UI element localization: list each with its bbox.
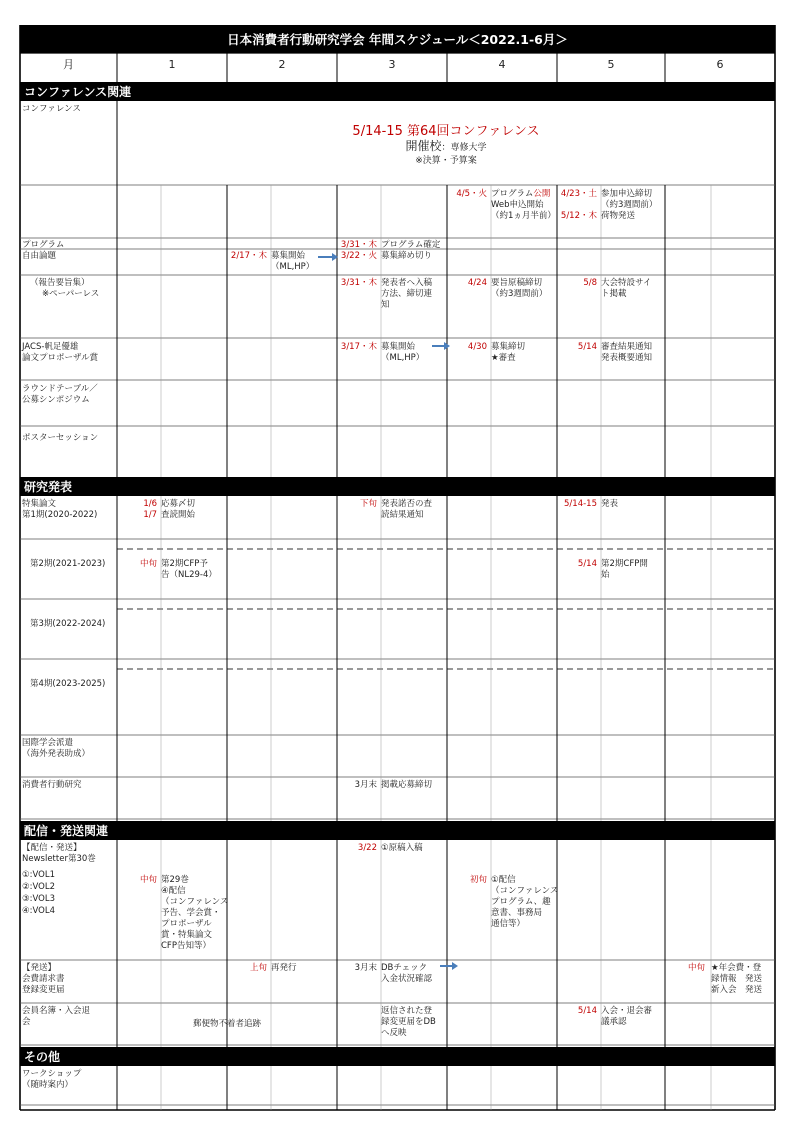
entry-special-review: 査読開始 — [161, 510, 196, 520]
entry-roster-db-2: 録変更届をDB — [381, 1017, 436, 1027]
section-other: その他 — [24, 1050, 61, 1064]
label-symposium: 公募シンポジウム — [22, 395, 90, 405]
entry-roster-approve-1: 入会・退会審 — [601, 1006, 653, 1016]
date-jacs-result: 5/14 — [577, 342, 597, 352]
label-fee-invoice: 会費請求書 — [22, 974, 65, 984]
label-vol4: ④:VOL4 — [22, 906, 55, 916]
date-program-fix: 3/31・木 — [340, 240, 377, 250]
date-p2-preview: 中旬 — [139, 559, 157, 569]
section-conference: コンファレンス関連 — [24, 85, 132, 99]
month-5: 5 — [607, 58, 615, 71]
date-special-review: 1/7 — [143, 510, 157, 520]
date-free-open: 2/17・木 — [230, 251, 267, 261]
entry-p2-cfp-2: 始 — [601, 570, 610, 580]
date-annual-ship: 中旬 — [687, 963, 705, 973]
entry-p2-preview-1: 第2期CFP予 — [161, 559, 208, 569]
date-db-check: 3月末 — [354, 963, 377, 973]
entry-program-fix: プログラム確定 — [381, 240, 441, 250]
label-vol3: ③:VOL3 — [22, 894, 55, 904]
entry-web-signup-note: （約1ヵ月半前） — [491, 211, 556, 221]
entry-nl-vol30-2: （コンファレンス — [491, 886, 559, 896]
entry-signup-deadline: 参加申込締切 — [601, 189, 653, 199]
entry-nl-vol30-4: 意書、事務局 — [491, 908, 543, 918]
label-period1: 第1期(2020-2022) — [22, 510, 98, 520]
section-bar-research — [20, 477, 775, 496]
label-intl-grant: （海外発表助成） — [22, 749, 91, 759]
label-shipping: 【発送】 — [22, 963, 57, 973]
entry-nl-draft: ①原稿入稿 — [381, 843, 423, 853]
date-author-notice: 3/31・木 — [340, 278, 377, 288]
label-delivery: 【配信・発送】 — [22, 843, 82, 853]
entry-nl-vol30-3: プログラム、趣 — [491, 897, 551, 907]
label-vol2: ②:VOL2 — [22, 882, 55, 892]
date-special-present: 5/14-15 — [564, 499, 597, 509]
label-free-topic: 自由論題 — [22, 251, 57, 261]
entry-annual-ship-2: 録情報 発送 — [711, 974, 763, 984]
section-bar-delivery — [20, 821, 775, 840]
entry-reissue: 再発行 — [271, 963, 297, 973]
label-report: （報告要旨集） — [30, 278, 90, 288]
date-signup-deadline: 4/23・土 — [560, 189, 597, 199]
date-nl-draft: 3/22 — [357, 843, 377, 853]
entry-free-open-channel: （ML,HP） — [271, 262, 315, 272]
venue-label: 開催校 — [405, 139, 442, 153]
label-vol1: ①:VOL1 — [22, 870, 55, 880]
label-workshop: ワークショップ — [22, 1069, 82, 1079]
section-delivery: 配信・発送関連 — [24, 824, 109, 838]
entry-nl-vol29-4: 予告、学会賞・ — [161, 908, 221, 918]
section-research: 研究発表 — [24, 480, 73, 494]
entry-nl-vol29-5: プロポーザル — [161, 919, 212, 929]
label-jacs: JACS-帆足優雄 — [22, 342, 79, 352]
date-shipping: 5/12・木 — [560, 211, 597, 221]
entry-db-check: DBチェック — [381, 963, 428, 973]
entry-site-post-1: 大会特設サイ — [601, 278, 652, 288]
entry-mail-tracking: 郵便物不着者追跡 — [192, 1019, 261, 1029]
month-header: 月 — [63, 58, 74, 71]
entry-jacs-close: 募集締切 — [491, 342, 526, 352]
month-3: 3 — [388, 58, 396, 71]
entry-author-notice-1: 発表者へ入稿 — [381, 278, 433, 288]
entry-special-deadline: 応募〆切 — [161, 499, 196, 509]
entry-nl-vol29-2: ④配信 — [161, 886, 186, 896]
entry-program-publish — [491, 189, 550, 200]
entry-special-result-2: 読結果通知 — [381, 510, 424, 520]
entry-web-signup: Web申込開始 — [491, 200, 544, 210]
entry-special-present: 発表 — [601, 499, 619, 509]
month-6: 6 — [716, 58, 724, 71]
label-workshop-2: （随時案内） — [22, 1080, 74, 1090]
entry-payment-check: 入金状況確認 — [381, 974, 433, 984]
entry-nl-vol29-6: 賞・特集論文 — [161, 930, 213, 940]
entry-author-notice-2: 方法、締切連 — [381, 289, 433, 299]
entry-jacs-review: ★審査 — [491, 353, 516, 363]
entry-jacs-open-channel: （ML,HP） — [381, 353, 425, 363]
label-newsletter: Newsletter第30巻 — [22, 854, 96, 864]
entry-shipping: 荷物発送 — [601, 211, 636, 221]
label-roundtable: ラウンドテーブル／ — [22, 384, 98, 394]
date-program-publish: 4/5・火 — [456, 189, 487, 199]
entry-abstract-deadline-note: （約3週間前） — [491, 289, 548, 299]
label-roster: 会員名簿・入会退 — [22, 1006, 91, 1016]
label-roster-2: 会 — [22, 1017, 31, 1027]
program-text: プログラム — [491, 189, 534, 199]
label-change-form: 登録変更届 — [22, 985, 65, 995]
label-intl: 国際学会派遣 — [22, 738, 74, 748]
label-paperless: ※ペーパーレス — [42, 289, 100, 299]
date-nl-vol29: 中旬 — [139, 875, 157, 885]
entry-annual-ship-1: ★年会費・登 — [711, 963, 762, 973]
label-program: プログラム — [22, 240, 65, 250]
arrow-head — [452, 962, 458, 970]
entry-nl-vol30-5: 通信等） — [491, 919, 526, 929]
entry-nl-vol29-3: （コンファレンス — [161, 897, 229, 907]
conference-venue — [117, 141, 775, 154]
entry-p2-preview-2: 告（NL29-4） — [161, 570, 217, 580]
label-journal: 消費者行動研究 — [22, 780, 82, 790]
venue-name: ：専修大学 — [441, 143, 487, 153]
label-special-paper: 特集論文 — [22, 499, 57, 509]
month-4: 4 — [498, 58, 506, 71]
publish-text: 公開 — [533, 189, 551, 199]
entry-p2-cfp-1: 第2期CFP開 — [601, 559, 648, 569]
entry-nl-vol30-1: ①配信 — [491, 875, 516, 885]
month-2: 2 — [278, 58, 286, 71]
entry-jacs-summary: 発表概要通知 — [601, 353, 653, 363]
date-nl-vol30: 初旬 — [469, 875, 487, 885]
entry-journal: 掲載応募締切 — [381, 780, 433, 790]
label-period4: 第4期(2023-2025) — [30, 679, 106, 689]
entry-free-close: 募集締め切り — [381, 251, 433, 261]
entry-nl-vol29-7: CFP告知等） — [161, 941, 211, 951]
entry-signup-deadline-note: （約3週間前） — [601, 200, 658, 210]
entry-abstract-deadline: 要旨原稿締切 — [491, 278, 543, 288]
date-roster-approve: 5/14 — [577, 1006, 597, 1016]
page-title: 日本消費者行動研究学会 年間スケジュール＜2022.1-6月＞ — [227, 32, 568, 47]
label-conference: コンファレンス — [22, 104, 81, 114]
month-1: 1 — [168, 58, 176, 71]
date-reissue: 上旬 — [249, 963, 267, 973]
section-bar-conference — [20, 82, 775, 101]
entry-jacs-result: 審査結果通知 — [601, 342, 653, 352]
date-jacs-close: 4/30 — [467, 342, 487, 352]
entry-free-open: 募集開始 — [271, 251, 306, 261]
label-period2: 第2期(2021-2023) — [30, 559, 106, 569]
date-p2-cfp: 5/14 — [577, 559, 597, 569]
entry-roster-db-3: へ反映 — [381, 1028, 407, 1038]
label-jacs-award: 論文プロポーザル賞 — [22, 353, 99, 363]
date-special-deadline: 1/6 — [143, 499, 157, 509]
entry-special-result-1: 発表諾否の査 — [381, 499, 433, 509]
entry-nl-vol29-1: 第29巻 — [161, 875, 189, 885]
label-period3: 第3期(2022-2024) — [30, 619, 106, 629]
entry-jacs-open: 募集開始 — [381, 342, 416, 352]
date-journal: 3月末 — [354, 780, 377, 790]
entry-author-notice-3: 知 — [381, 300, 390, 310]
section-bar-other — [20, 1047, 775, 1066]
entry-annual-ship-3: 新入会 発送 — [711, 985, 763, 995]
entry-roster-db-1: 返信された登 — [381, 1006, 433, 1016]
conference-note: ※決算・予算案 — [415, 156, 477, 166]
conference-title: 5/14-15 第64回コンファレンス — [352, 124, 540, 139]
entry-roster-approve-2: 議承認 — [601, 1017, 627, 1027]
date-free-close: 3/22・火 — [340, 251, 377, 261]
label-poster: ポスターセッション — [22, 433, 99, 443]
date-jacs-open: 3/17・木 — [340, 342, 377, 352]
date-special-result: 下旬 — [359, 499, 377, 509]
entry-site-post-2: ト掲載 — [601, 289, 627, 299]
date-site-post: 5/8 — [583, 278, 597, 288]
date-abstract-deadline: 4/24 — [467, 278, 487, 288]
